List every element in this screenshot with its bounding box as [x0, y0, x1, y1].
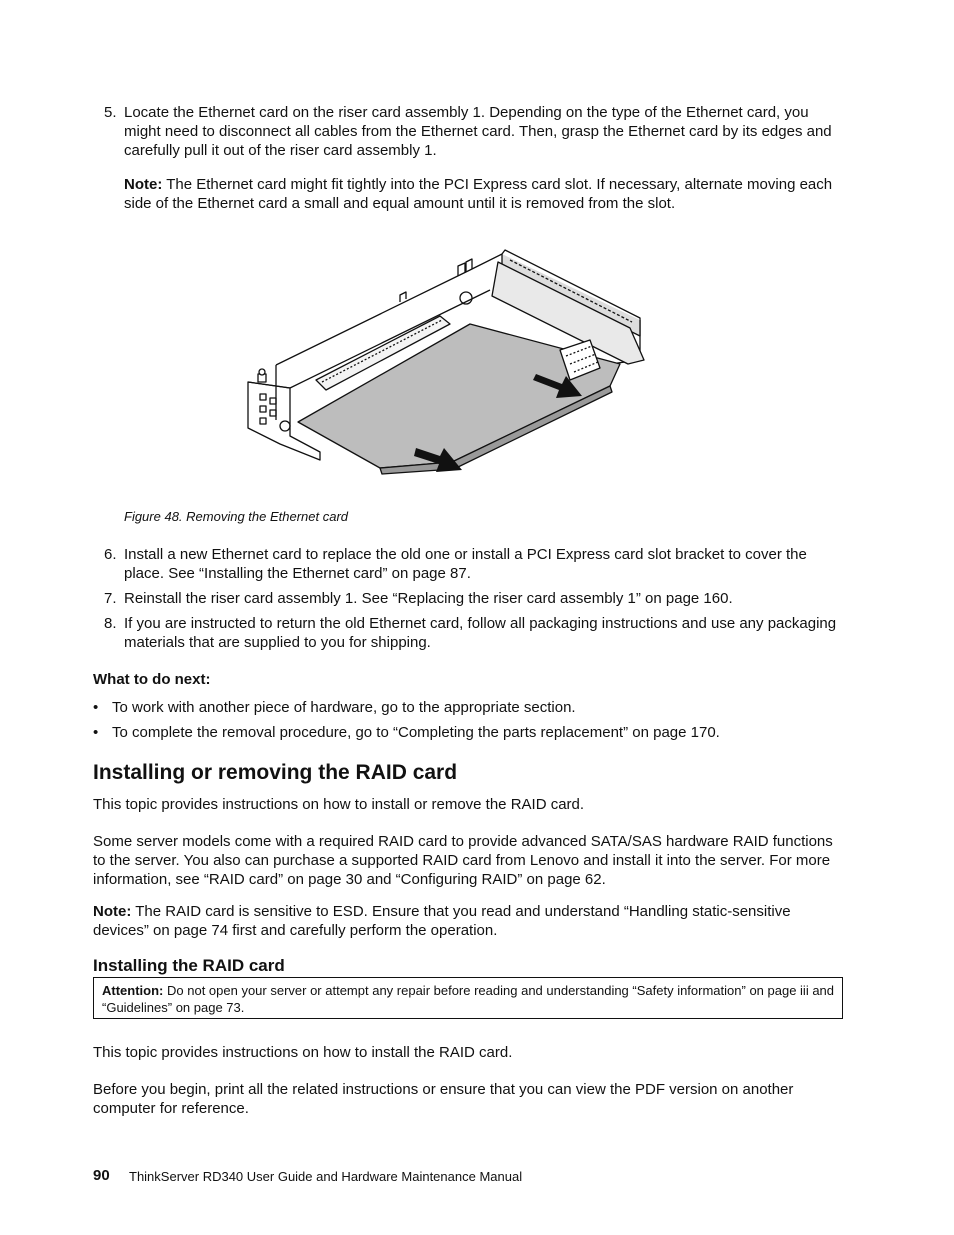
step-5-number: 5.	[104, 104, 117, 121]
footer-title: ThinkServer RD340 User Guide and Hardware Maintenance Manual	[129, 1169, 523, 1184]
bullet-item	[93, 698, 576, 717]
step-8-text: If you are instructed to return the old Ethernet card, follow all packaging instructions and use any packaging materials that are supplied to you for shipping.	[124, 615, 837, 651]
subsection-title: Installing the RAID card	[93, 956, 285, 975]
bullet-icon: •	[93, 699, 99, 716]
bullet-item	[93, 723, 720, 742]
note-ethernet	[124, 175, 844, 213]
subsection-p1: This topic provides instructions on how to install the RAID card.	[93, 1044, 513, 1061]
ethernet-card-removal-illustration	[240, 240, 660, 480]
step-7-text: Reinstall the riser card assembly 1. See “Replacing the riser card assembly 1” on page 160.	[124, 590, 733, 607]
section-note	[93, 902, 845, 940]
step-5-text: Locate the Ethernet card on the riser card assembly 1. Depending on the type of the Ethernet card, you might need to disconnect all cables from the Ethernet card. Then, grasp the Ethernet card by its edges and carefully pull it out of the riser card assembly 1.	[124, 104, 832, 159]
note-label: Note:	[93, 903, 132, 920]
figure-caption: Figure 48. Removing the Ethernet card	[124, 509, 349, 524]
step-6-number: 6.	[104, 546, 117, 563]
page-number: 90	[93, 1167, 110, 1184]
step-6-text: Install a new Ethernet card to replace the old one or install a PCI Express card slot bracket to cover the place. See “Installing the Ethernet card” on page 87.	[124, 546, 807, 582]
attention-label: Attention:	[102, 983, 164, 998]
step-7-number: 7.	[104, 590, 117, 607]
note-text: The RAID card is sensitive to ESD. Ensure that you read and understand “Handling static-sensitive devices” on page 74 first and carefully perform the operation.	[93, 903, 791, 939]
attention-text: Do not open your server or attempt any repair before reading and understanding “Safety information” on page iii and “Guidelines” on page 73.	[102, 983, 835, 1015]
bullet-text: To work with another piece of hardware, go to the appropriate section.	[112, 699, 576, 716]
note-label: Note:	[124, 176, 163, 193]
bullet-icon: •	[93, 724, 99, 741]
note-text: The Ethernet card might fit tightly into the PCI Express card slot. If necessary, alternate moving each side of the Ethernet card a small and equal amount until it is removed from the slot.	[124, 176, 833, 212]
attention-box	[93, 977, 843, 1019]
section-title: Installing or removing the RAID card	[93, 761, 458, 784]
what-to-do-next-heading: What to do next:	[93, 671, 211, 688]
bullet-text: To complete the removal procedure, go to “Completing the parts replacement” on page 170.	[112, 724, 720, 741]
section-intro: This topic provides instructions on how to install or remove the RAID card.	[93, 796, 585, 813]
subsection-p2: Before you begin, print all the related instructions or ensure that you can view the PDF version on another computer for reference.	[93, 1081, 794, 1117]
section-paragraph: Some server models come with a required RAID card to provide advanced SATA/SAS hardware RAID functions to the server. You also can purchase a supported RAID card from Lenovo and install it into the server. For more information, see “RAID card” on page 30 and “Configuring RAID” on page 62.	[93, 833, 833, 888]
step-8-number: 8.	[104, 615, 117, 632]
